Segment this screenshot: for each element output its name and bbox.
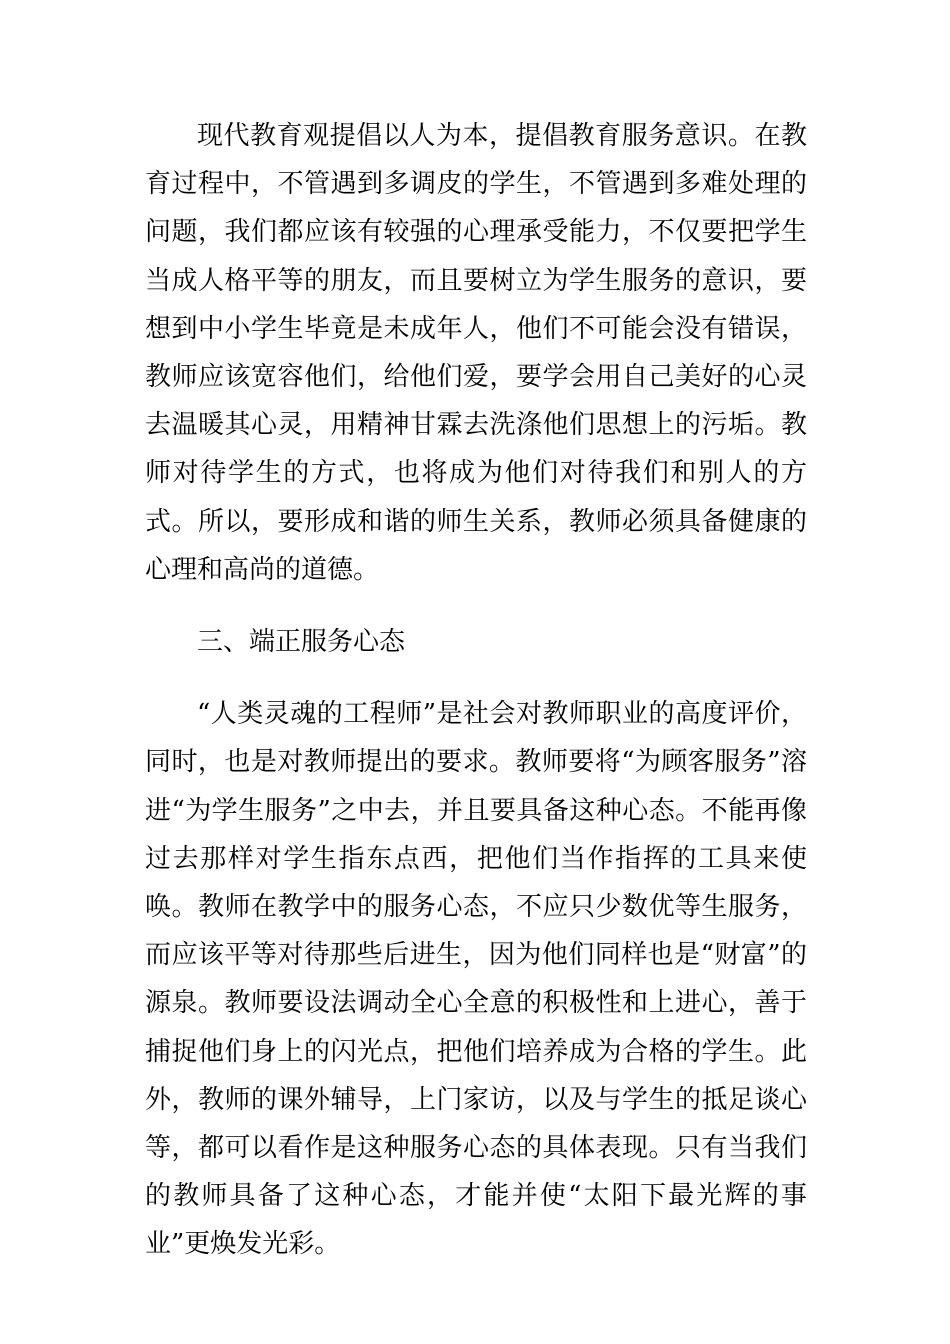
paragraph-service-attitude: “人类灵魂的工程师”是社会对教师职业的高度评价，同时，也是对教师提出的要求。教师要将“为顾客服务”溶进“为学生服务”之中去，并且要具备这种心态。不能再像过去那样对学生指东点西，把他们当作指挥的工具来使唤。教师在教学中的服务心态，不应只少数优等生服务，而应该平等对待那些后进生，因为他们同样也是“财富”的源泉。教师要设法调动全心全意的积极性和上进心，善于捕捉他们身上的闪光点，把他们培养成为合格的学生。此外，教师的课外辅导，上门家访，以及与学生的抵足谈心等，都可以看作是这种服务心态的具体表现。只有当我们的教师具备了这种心态，才能并使“太阳下最光辉的事业”更焕发光彩。 — [145, 699, 807, 1260]
paragraph-education-service: 现代教育观提倡以人为本，提倡教育服务意识。在教育过程中，不管遇到多调皮的学生，不管遇到多难处理的问题，我们都应该有较强的心理承受能力，不仅要把学生当成人格平等的朋友，而且要树立为学生服务的意识，要想到中小学生毕竟是未成年人，他们不可能会没有错误，教师应该宽容他们，给他们爱，要学会用自己美好的心灵去温暖其心灵，用精神甘霖去洗涤他们思想上的污垢。教师对待学生的方式，也将成为他们对待我们和别人的方式。所以，要形成和谐的师生关系，教师必须具备健康的心理和高尚的道德。 — [145, 121, 807, 585]
document-body — [145, 112, 807, 1269]
section-heading: 三、端正服务心态 — [197, 627, 406, 658]
